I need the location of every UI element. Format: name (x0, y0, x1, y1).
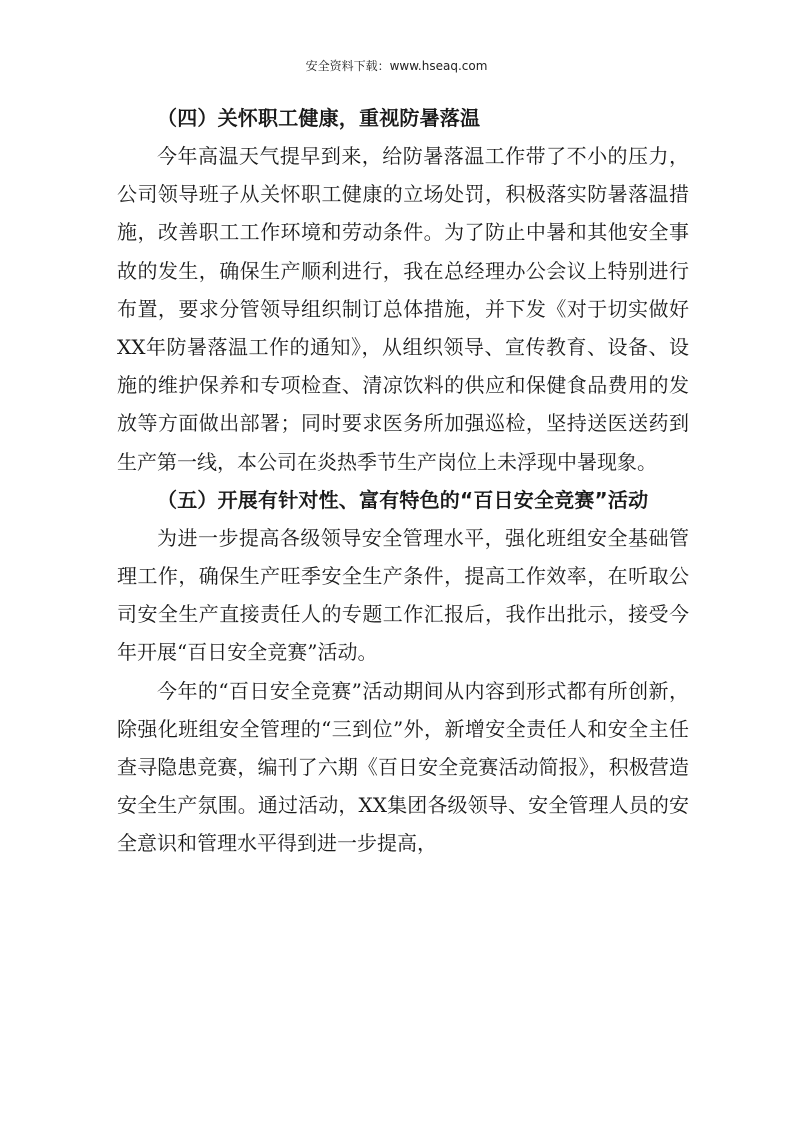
document-body (117, 99, 689, 863)
paragraph-safety-contest-intro: 为进一步提高各级领导安全管理水平，强化班组安全基础管理工作，确保生产旺季安全生产条件，提高工作效率，在听取公司安全生产直接责任人的专题工作汇报后，我作出批示，接受今年开展“百日安全竞赛”活动。 (117, 525, 689, 665)
paragraph-safety-contest-details: 今年的“百日安全竞赛”活动期间从内容到形式都有所创新，除强化班组安全管理的“三到位”外，新增安全责任人和安全主任查寻隐患竞赛，编刊了六期《百日安全竞赛活动简报》，积极营造安全生产氛围。通过活动，XX集团各级领导、安全管理人员的安全意识和管理水平得到进一步提高， (117, 678, 689, 856)
section-heading-4: （四）关怀职工健康，重视防暑落温 (157, 106, 481, 130)
page-header: 安全资料下载：www.hseaq.com (305, 59, 488, 73)
section-heading-5: （五）开展有针对性、富有特色的“百日安全竞赛”活动 (157, 487, 649, 512)
paragraph-heatstroke-prevention: 今年高温天气提早到来，给防暑落温工作带了不小的压力，公司领导班子从关怀职工健康的立场处罚，积极落实防暑落温措施，改善职工工作环境和劳动条件。为了防止中暑和其他安全事故的发生，确保生产顺利进行，我在总经理办公会议上特别进行布置，要求分管领导组织制订总体措施，并下发《对于切实做好XX年防暑落温工作的通知》，从组织领导、宣传教育、设备、设施的维护保养和专项检查、清凉饮料的供应和保健食品费用的发放等方面做出部署；同时要求医务所加强巡检，坚持送医送药到生产第一线，本公司在炎热季节生产岗位上未浮现中暑现象。 (117, 144, 689, 474)
